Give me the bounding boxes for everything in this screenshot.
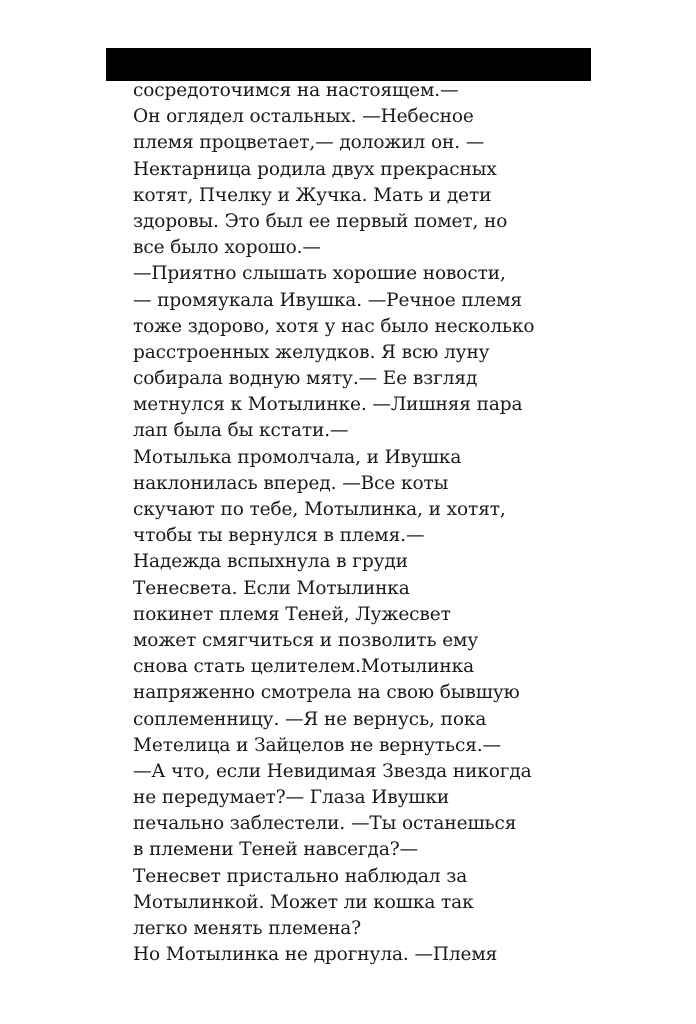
text-line: тоже здорово, хотя у нас было несколько bbox=[133, 315, 535, 337]
text-line: расстроенных желудков. Я всю луну bbox=[133, 341, 490, 363]
text-line: сосредоточимся на настоящем.— bbox=[133, 80, 459, 101]
text-line: чтобы ты вернулся в племя.— bbox=[133, 525, 425, 547]
text-line: здоровы. Это был ее первый помет, но bbox=[133, 210, 508, 232]
text-line: напряженно смотрела на свою бывшую bbox=[133, 682, 520, 704]
text-line: — промяукала Ивушка. —Речное племя bbox=[133, 289, 522, 311]
text-line: Надежда вспыхнула в груди bbox=[133, 551, 408, 573]
text-line: все было хорошо.— bbox=[133, 237, 321, 259]
page-text bbox=[133, 78, 603, 968]
text-line: —А что, если Невидимая Звезда никогда bbox=[133, 760, 532, 782]
text-line: не передумает?— Глаза Ивушки bbox=[133, 787, 450, 809]
text-line: племя процветает,— доложил он. — bbox=[133, 132, 485, 154]
text-line: —Приятно слышать хорошие новости, bbox=[133, 263, 506, 285]
text-line: покинет племя Теней, Лужесвет bbox=[133, 603, 451, 625]
text-line: может смягчиться и позволить ему bbox=[133, 629, 479, 651]
text-line: Тенесвет пристально наблюдал за bbox=[133, 865, 468, 887]
text-line: Он оглядел остальных. —Небесное bbox=[133, 106, 474, 128]
text-line: печально заблестели. —Ты останешься bbox=[133, 813, 517, 835]
text-line: Нектарница родила двух прекрасных bbox=[133, 158, 497, 180]
text-line: наклонилась вперед. —Все коты bbox=[133, 472, 449, 494]
text-line: снова стать целителем.Мотылинка bbox=[133, 656, 474, 678]
text-line: котят, Пчелку и Жучка. Мать и дети bbox=[133, 184, 492, 206]
text-line: Тенесвета. Если Мотылинка bbox=[133, 577, 410, 599]
text-line: легко менять племена? bbox=[133, 918, 362, 939]
text-line: Метелица и Зайцелов не вернуться.— bbox=[133, 734, 501, 756]
text-line: Но Мотылинка не дрогнула. —Племя bbox=[133, 944, 498, 966]
text-line: соплеменницу. —Я не вернусь, пока bbox=[133, 708, 487, 730]
redaction-bar bbox=[106, 48, 591, 81]
text-line: в племени Теней навсегда?— bbox=[133, 839, 418, 861]
text-line: метнулся к Мотылинке. —Лишняя пара bbox=[133, 394, 523, 416]
text-line: Мотылинкой. Может ли кошка так bbox=[133, 891, 474, 913]
text-line: скучают по тебе, Мотылинка, и хотят, bbox=[133, 499, 506, 520]
text-line: Мотылька промолчала, и Ивушка bbox=[133, 446, 462, 468]
text-line: лап была бы кстати.— bbox=[133, 420, 349, 442]
text-line: собирала водную мяту.— Ее взгляд bbox=[133, 368, 478, 390]
